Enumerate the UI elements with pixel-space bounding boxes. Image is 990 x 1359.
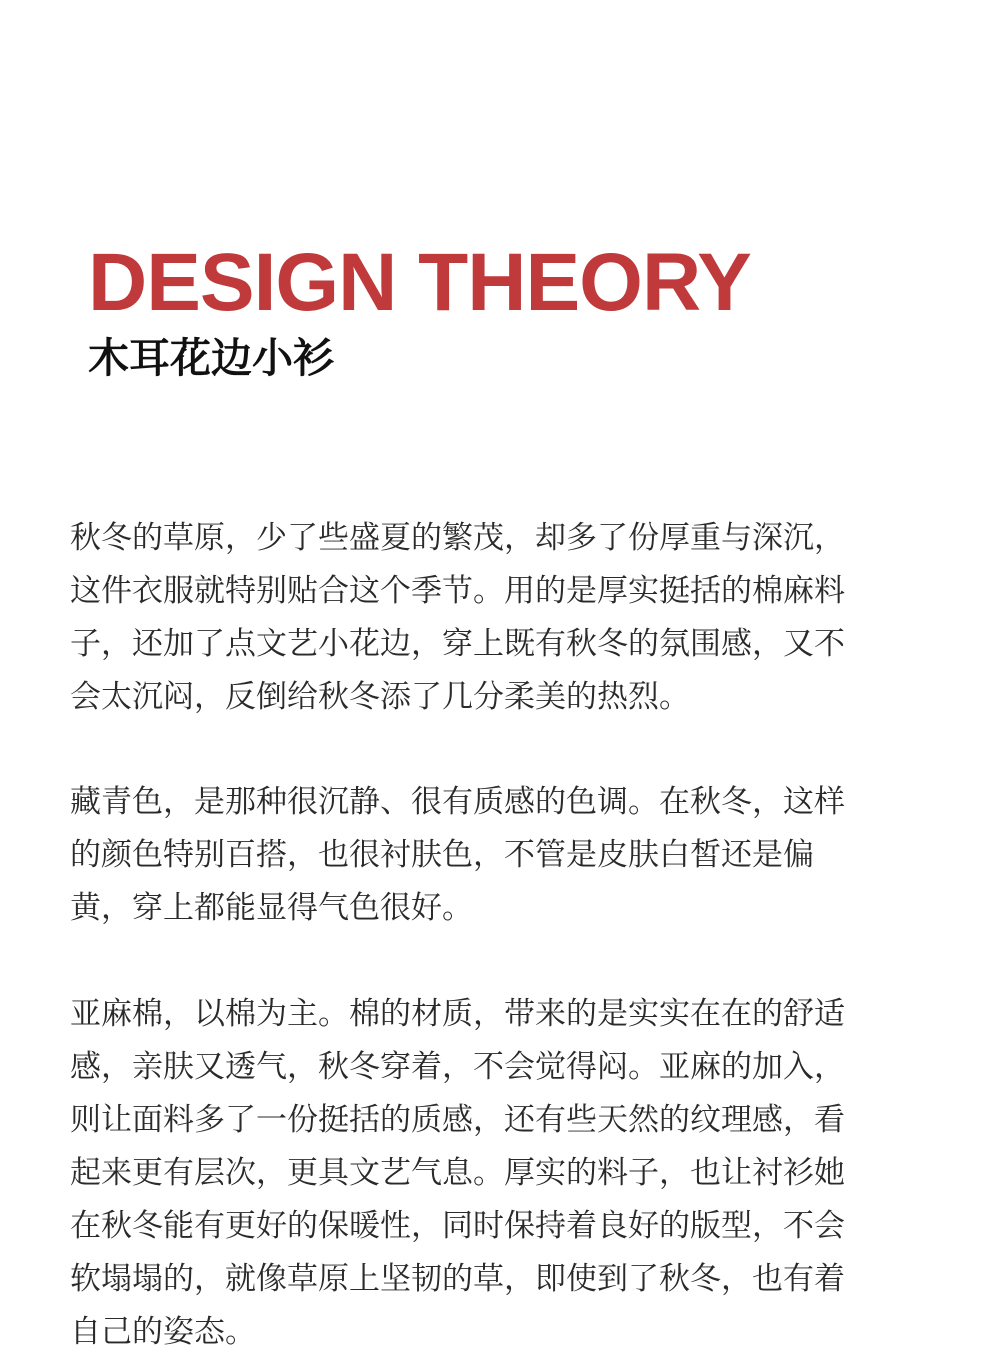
paragraph-line: 子，还加了点文艺小花边，穿上既有秋冬的氛围感，又不: [70, 626, 845, 662]
paragraph-line: 会太沉闷，反倒给秋冬添了几分柔美的热烈。: [70, 679, 690, 715]
paragraph-line: 黄，穿上都能显得气色很好。: [70, 890, 473, 926]
paragraph-line: 感，亲肤又透气，秋冬穿着，不会觉得闷。亚麻的加入，: [70, 1049, 845, 1085]
page-subtitle: 木耳花边小衫: [88, 334, 334, 382]
paragraph-line: 的颜色特别百搭，也很衬肤色，不管是皮肤白皙还是偏: [70, 837, 814, 873]
paragraph-line: 秋冬的草原，少了些盛夏的繁茂，却多了份厚重与深沉，: [70, 520, 845, 556]
paragraph-line: 亚麻棉，以棉为主。棉的材质，带来的是实实在在的舒适: [70, 996, 845, 1032]
paragraph-line: 这件衣服就特别贴合这个季节。用的是厚实挺括的棉麻料: [70, 573, 845, 609]
paragraph-color: [70, 776, 930, 935]
paragraph-line: 自己的姿态。: [70, 1314, 256, 1350]
page-title: DESIGN THEORY: [88, 237, 751, 328]
paragraph-line: 在秋冬能有更好的保暖性，同时保持着良好的版型，不会: [70, 1208, 845, 1244]
paragraph-line: 藏青色，是那种很沉静、很有质感的色调。在秋冬，这样: [70, 784, 845, 820]
paragraph-material: [70, 988, 930, 1359]
paragraph-line: 软塌塌的，就像草原上坚韧的草，即使到了秋冬，也有着: [70, 1261, 845, 1297]
paragraph-line: 则让面料多了一份挺括的质感，还有些天然的纹理感，看: [70, 1102, 845, 1138]
paragraph-line: 起来更有层次，更具文艺气息。厚实的料子，也让衬衫她: [70, 1155, 845, 1191]
paragraph-intro: [70, 512, 930, 724]
